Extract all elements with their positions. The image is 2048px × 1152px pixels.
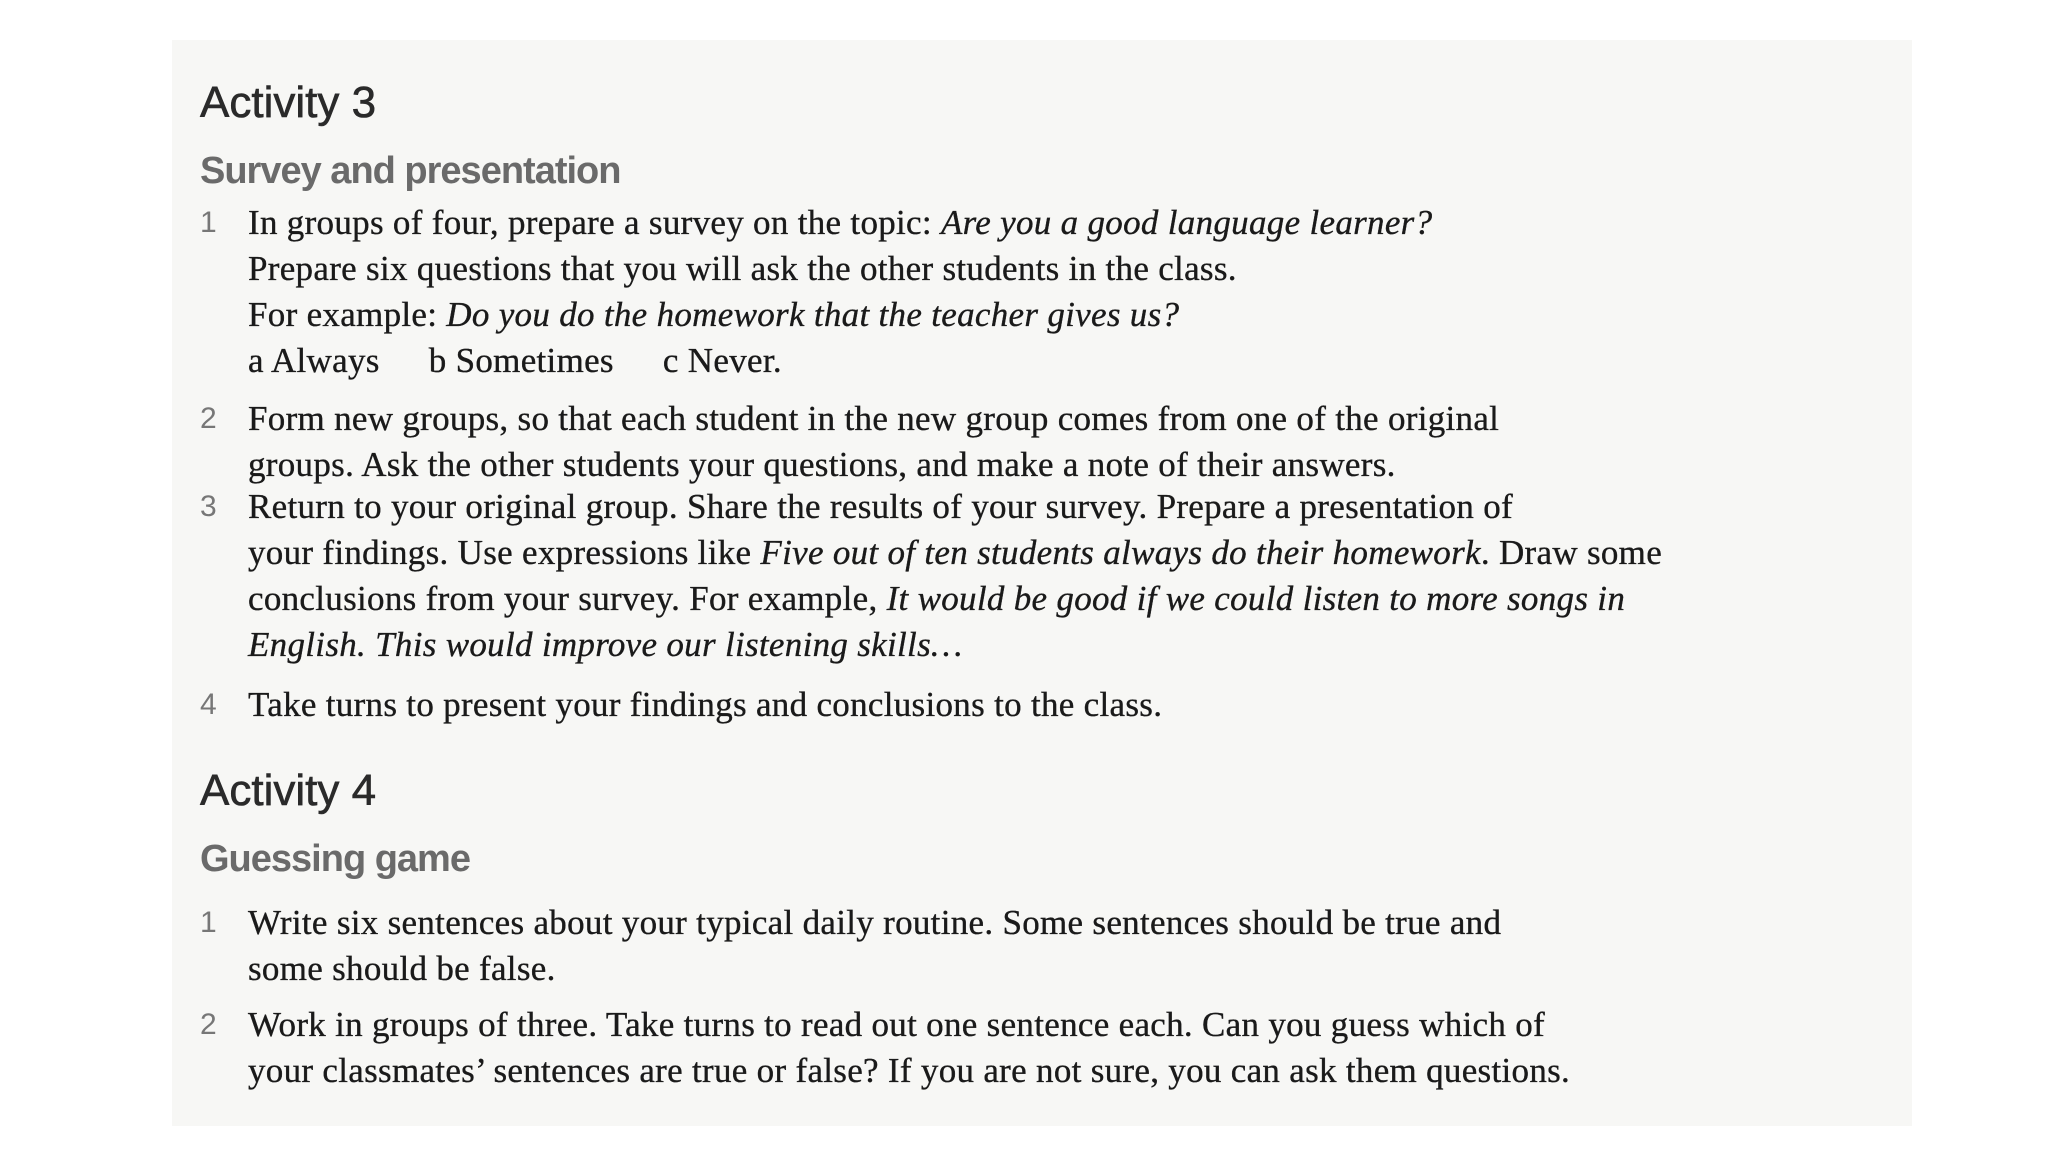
item-text-line: Prepare six questions that you will ask the other students in the class. — [248, 249, 1237, 288]
item-text-line: your classmates’ sentences are true or false? If you are not sure, you can ask them questions. — [248, 1051, 1571, 1090]
item-number: 2 — [200, 402, 217, 435]
item-text-line: For example: Do you do the homework that the teacher gives us? — [248, 295, 1180, 334]
item-text-line: Take turns to present your findings and conclusions to the class. — [248, 685, 1163, 724]
item-number: 3 — [200, 490, 217, 523]
item-text-line: English. This would improve our listening skills… — [248, 625, 963, 664]
item-text-line: In groups of four, prepare a survey on the topic: Are you a good language learner? — [248, 203, 1433, 242]
item-number: 1 — [200, 906, 217, 939]
activity-3-subtitle: Survey and presentation — [200, 150, 621, 192]
option-a: a Always — [248, 341, 380, 380]
item-text-line: some should be false. — [248, 949, 556, 988]
option-b: b Sometimes — [428, 341, 614, 380]
activity-3-title: Activity 3 — [200, 78, 377, 127]
item-text-line: groups. Ask the other students your questions, and make a note of their answers. — [248, 445, 1396, 484]
item-text-line: your findings. Use expressions like Five out of ten students always do their homework. Draw some — [248, 533, 1663, 572]
item-text-line: Write six sentences about your typical daily routine. Some sentences should be true and — [248, 903, 1502, 942]
item-text-line: Form new groups, so that each student in the new group comes from one of the original — [248, 399, 1500, 438]
option-c: c Never. — [662, 341, 782, 380]
item-number: 4 — [200, 688, 217, 721]
item-number: 2 — [200, 1008, 217, 1041]
activity-4-subtitle: Guessing game — [200, 838, 470, 880]
activity-4-title: Activity 4 — [200, 766, 377, 815]
answer-options — [248, 338, 822, 384]
item-number: 1 — [200, 206, 217, 239]
item-text-line: Work in groups of three. Take turns to read out one sentence each. Can you guess which of — [248, 1005, 1545, 1044]
item-text-line: Return to your original group. Share the results of your survey. Prepare a presentation of — [248, 487, 1513, 526]
item-text-line: conclusions from your survey. For example, It would be good if we could listen to more songs in — [248, 579, 1626, 618]
